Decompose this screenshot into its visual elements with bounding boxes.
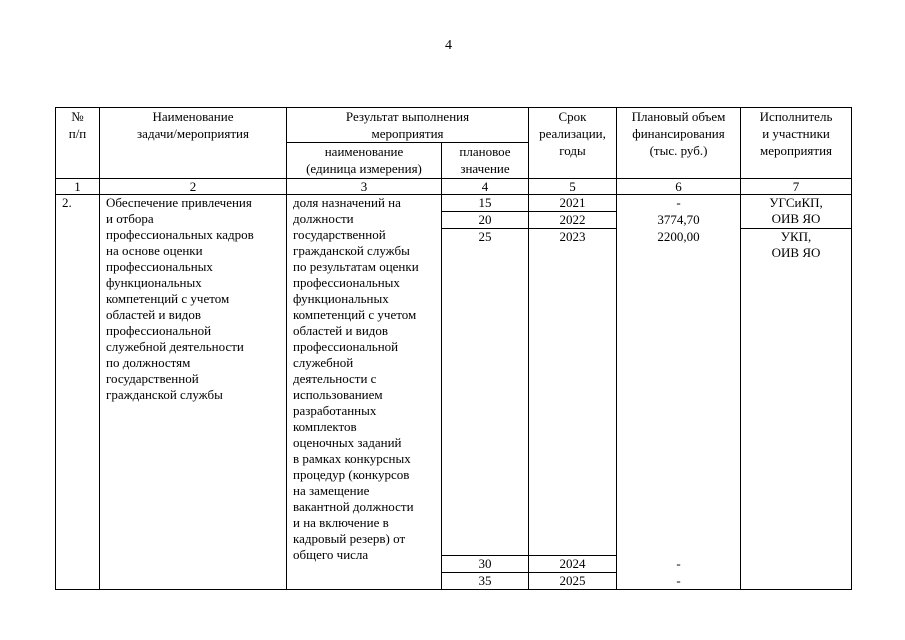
header-result-plan: плановое значение bbox=[442, 143, 529, 179]
header-term: Срок реализации, годы bbox=[529, 108, 617, 179]
plan-value: 15 bbox=[442, 195, 529, 212]
plan-value: 25 bbox=[442, 229, 529, 556]
executor-group-2: УКП, ОИВ ЯО bbox=[741, 229, 852, 590]
year: 2021 bbox=[529, 195, 617, 212]
funding-amount: - bbox=[617, 556, 741, 573]
column-number: 7 bbox=[741, 179, 852, 195]
page-number: 4 bbox=[445, 38, 452, 53]
column-number-row bbox=[56, 179, 852, 195]
plan-table bbox=[55, 107, 852, 590]
year: 2024 bbox=[529, 556, 617, 573]
funding-amount: - bbox=[617, 195, 741, 212]
plan-value: 35 bbox=[442, 573, 529, 590]
plan-value-filler bbox=[442, 589, 529, 590]
column-number: 5 bbox=[529, 179, 617, 195]
result-indicator-name: доля назначений на должности государственной гражданской службы по результатам оценки профессиональных функциональных компетенций с учетом областей и видов профессиональной служебной деятельности с использованием разработанных комплектов оценочных заданий в рамках конкурсных процедур (конкурсов на замещение вакантной должности и на включение в кадровый резерв) от общего числа bbox=[287, 195, 442, 590]
column-number: 1 bbox=[56, 179, 100, 195]
column-number: 2 bbox=[100, 179, 287, 195]
column-number: 4 bbox=[442, 179, 529, 195]
header-task: Наименование задачи/мероприятия bbox=[100, 108, 287, 179]
year: 2022 bbox=[529, 212, 617, 229]
header-row-1 bbox=[56, 108, 852, 143]
year: 2025 bbox=[529, 573, 617, 590]
year-filler bbox=[529, 589, 617, 590]
funding-filler bbox=[617, 589, 741, 590]
header-executor: Исполнитель и участники мероприятия bbox=[741, 108, 852, 179]
funding-amount: - bbox=[617, 573, 741, 590]
funding-amount: 3774,70 bbox=[617, 212, 741, 229]
column-number: 6 bbox=[617, 179, 741, 195]
header-result: Результат выполнения мероприятия bbox=[287, 108, 529, 143]
header-funding: Плановый объем финансирования (тыс. руб.) bbox=[617, 108, 741, 179]
column-number: 3 bbox=[287, 179, 442, 195]
funding-amount: 2200,00 bbox=[617, 229, 741, 556]
year: 2023 bbox=[529, 229, 617, 556]
header-num: № п/п bbox=[56, 108, 100, 179]
plan-value: 30 bbox=[442, 556, 529, 573]
header-result-name: наименование (единица измерения) bbox=[287, 143, 442, 179]
table-row bbox=[56, 195, 852, 212]
task-name: Обеспечение привлечения и отбора профессиональных кадров на основе оценки профессиональных функциональных компетенций с учетом областей и видов профессиональной служебной деятельности по должностям государственной гражданской службы bbox=[100, 195, 287, 590]
row-number: 2. bbox=[56, 195, 100, 590]
plan-value: 20 bbox=[442, 212, 529, 229]
executor-group-1: УГСиКП, ОИВ ЯО bbox=[741, 195, 852, 229]
